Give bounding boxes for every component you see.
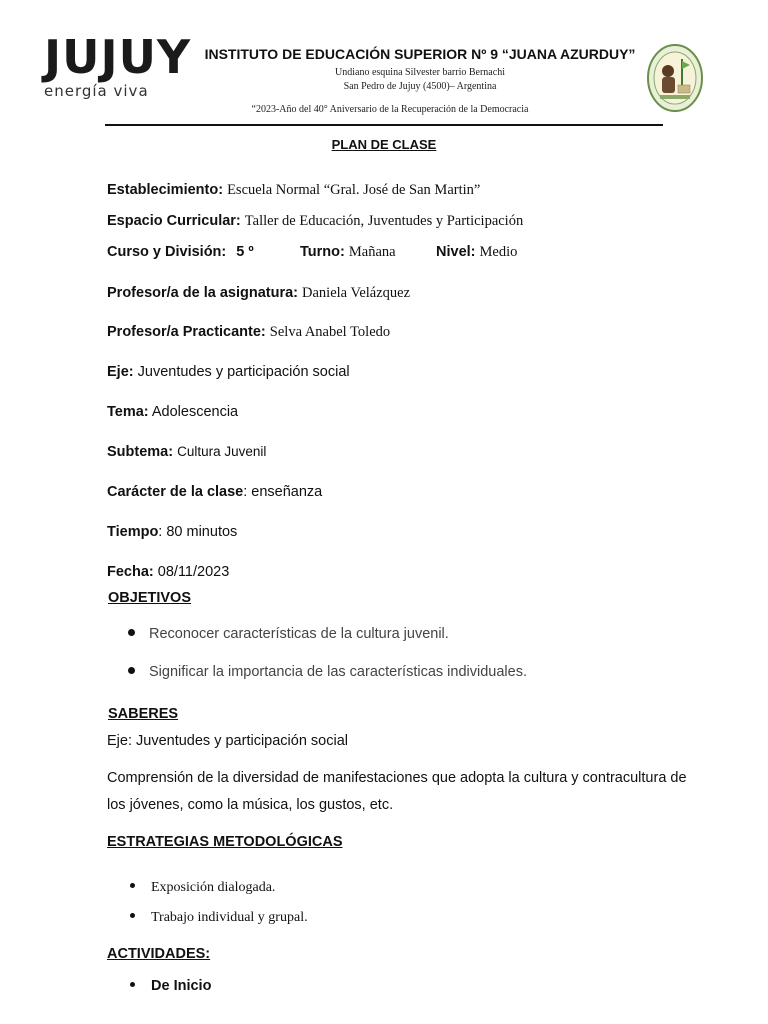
bullet-icon [128, 629, 135, 636]
field-fecha [107, 564, 229, 580]
field-caracter [107, 484, 322, 500]
field-label: Establecimiento: [107, 182, 224, 198]
bullet-icon [130, 982, 135, 987]
objetivos-heading: OBJETIVOS [108, 590, 191, 606]
bullet-icon [130, 913, 135, 918]
list-item-text: Significar la importancia de las características individuales. [149, 664, 527, 680]
jujuy-logo-word: JUJUY [44, 30, 192, 84]
field-label: Profesor/a de la asignatura: [107, 285, 298, 301]
field-value: Juventudes y participación social [137, 364, 350, 380]
institute-title: INSTITUTO DE EDUCACIÓN SUPERIOR Nº 9 “JUANA AZURDUY” [204, 46, 636, 62]
field-value: : enseñanza [243, 484, 323, 500]
field-eje [107, 364, 350, 380]
field-tiempo [107, 524, 237, 540]
field-label: Espacio Curricular: [107, 213, 241, 229]
list-item-text: De Inicio [151, 978, 212, 994]
header-divider [105, 124, 663, 126]
field-label: Turno: [300, 244, 345, 260]
bullet-icon [130, 883, 135, 888]
estrategias-heading: ESTRATEGIAS METODOLÓGICAS [107, 834, 343, 850]
field-label: Profesor/a Practicante: [107, 324, 266, 340]
bullet-icon [128, 667, 135, 674]
field-value: Cultura Juvenil [177, 444, 267, 459]
field-label: Carácter de la clase [107, 484, 244, 500]
actividades-heading: ACTIVIDADES: [107, 946, 211, 962]
field-espacio-curricular [107, 213, 523, 230]
field-label: Tiempo [107, 524, 159, 540]
field-label: Fecha: [107, 564, 154, 580]
list-item [130, 978, 211, 994]
page-title: PLAN DE CLASE [331, 137, 437, 152]
field-label: Subtema: [107, 444, 174, 460]
address-line-2: San Pedro de Jujuy (4500)– Argentina [343, 81, 497, 92]
field-value: Taller de Educación, Juventudes y Participación [244, 213, 524, 229]
field-value: : 80 minutos [158, 524, 238, 540]
list-item-text: Exposición dialogada. [151, 880, 276, 895]
field-nivel [436, 244, 517, 261]
field-value: Escuela Normal “Gral. José de San Martin” [227, 182, 481, 198]
list-item [130, 880, 275, 896]
field-turno [300, 244, 396, 261]
field-practicante [107, 324, 390, 341]
field-label: Eje: [107, 364, 134, 380]
list-item-text: Reconocer características de la cultura juvenil. [149, 626, 449, 642]
saberes-line: Eje: Juventudes y participación social [107, 733, 348, 749]
field-value: 5 º [236, 244, 254, 260]
jujuy-logo-tagline: energía viva [44, 82, 149, 100]
field-tema [107, 404, 238, 420]
field-curso-division [107, 244, 254, 260]
field-value: Adolescencia [151, 404, 239, 420]
institute-seal-icon [646, 43, 704, 113]
motto-line: “2023-Año del 40° Aniversario de la Recuperación de la Democracia [251, 104, 529, 115]
field-label: Tema: [107, 404, 149, 420]
field-value: Mañana [348, 244, 396, 260]
field-value: Selva Anabel Toledo [269, 324, 391, 340]
saberes-paragraph: Comprensión de la diversidad de manifestaciones que adopta la cultura y contracultura de los jóvenes, como la música, los gustos, etc. [107, 770, 687, 813]
list-item-text: Trabajo individual y grupal. [151, 910, 308, 925]
field-value: Medio [479, 244, 518, 260]
field-value: Daniela Velázquez [302, 285, 411, 301]
list-item [130, 910, 308, 926]
list-item [128, 626, 449, 642]
field-label: Nivel: [436, 244, 476, 260]
saberes-heading: SABERES [108, 706, 179, 722]
address-line-1: Undiano esquina Silvester barrio Bernachi [335, 67, 505, 78]
field-value: 08/11/2023 [157, 564, 230, 580]
field-subtema [107, 444, 266, 460]
field-profesor [107, 285, 410, 302]
list-item [128, 664, 527, 680]
field-establecimiento [107, 182, 480, 199]
field-label: Curso y División: [107, 244, 227, 260]
